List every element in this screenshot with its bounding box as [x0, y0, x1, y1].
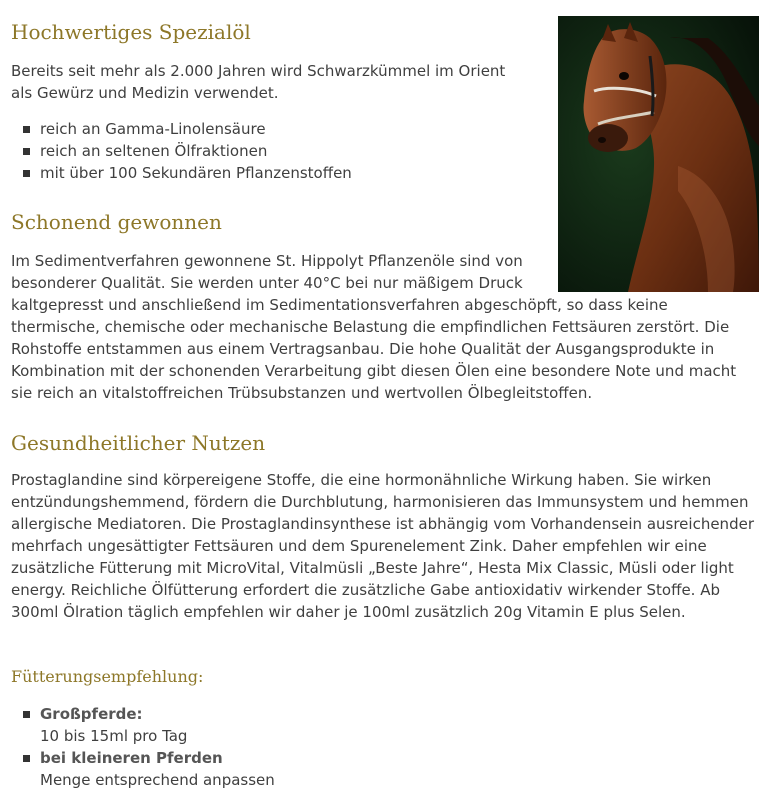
list-item: mit über 100 Sekundären Pflanzenstoffen [22, 162, 352, 184]
square-bullet-icon [23, 755, 30, 762]
list-item: Großpferde: 10 bis 15ml pro Tag [22, 703, 275, 747]
square-bullet-icon [23, 711, 30, 718]
image-float-spacer [541, 250, 757, 292]
square-bullet-icon [23, 170, 30, 177]
section-body-schonend: Im Sedimentverfahren gewonnene St. Hippolyt Pflanzenöle sind von besonderer Qualität. Sie werden unter 40°C bei nur mäßigem Druck kaltgepresst und anschließend im Sedimentationsverfahren abgeschöpft, so dass keine thermische, chemische oder mechanische Belastung die empfindlichen Fettsäuren zerstört. Die Rohstoffe entstammen aus einem Vertragsanbau. Die hohe Qualität der Ausgangsprodukte in Kombination mit der schonenden Verarbeitung gibt diesen Ölen eine besondere Note und macht sie reich an vitalstoffreichen Trübsubstanzen und wertvollen Ölbegleitstoffen. [11, 250, 757, 404]
section-body-nutzen: Prostaglandine sind körpereigene Stoffe, die eine hormonähnliche Wirkung haben. Sie wirken entzündungshemmend, fördern die Durchblutung, harmonisieren das Immunsystem und hemmen allergische Mediatoren. Die Prostaglandinsynthese ist abhängig vom Vorhandensein ausreichender mehrfach ungesättigter Fettsäuren und dem Spurenelement Zink. Daher empfehlen wir eine zusätzliche Fütterung mit MicroVital, Vitalmüsli „Beste Jahre“, Hesta Mix Classic, Müsli oder light energy. Reichliche Ölfütterung erfordert die zusätzliche Gabe antioxidativ wirkender Stoffe. Ab 300ml Ölration täglich empfehlen wir daher je 100ml zusätzlich 20g Vitamin E plus Selen. [11, 471, 754, 621]
section-title-schonend: Schonend gewonnen [11, 210, 222, 234]
square-bullet-icon [23, 126, 30, 133]
section-title-fuetterung: Fütterungsempfehlung: [11, 667, 204, 686]
list-item: reich an seltenen Ölfraktionen [22, 140, 352, 162]
benefit-list [22, 118, 352, 184]
section-title-nutzen: Gesundheitlicher Nutzen [11, 431, 266, 455]
section-intro: Bereits seit mehr als 2.000 Jahren wird Schwarzkümmel im Orient als Gewürz und Medizin verwendet. [11, 62, 506, 102]
list-item: bei kleineren Pferden Menge entsprechend anpassen [22, 747, 275, 791]
square-bullet-icon [23, 148, 30, 155]
list-item: reich an Gamma-Linolensäure [22, 118, 352, 140]
section-title-spezialoel: Hochwertiges Spezialöl [11, 20, 251, 44]
feeding-list [22, 703, 275, 791]
